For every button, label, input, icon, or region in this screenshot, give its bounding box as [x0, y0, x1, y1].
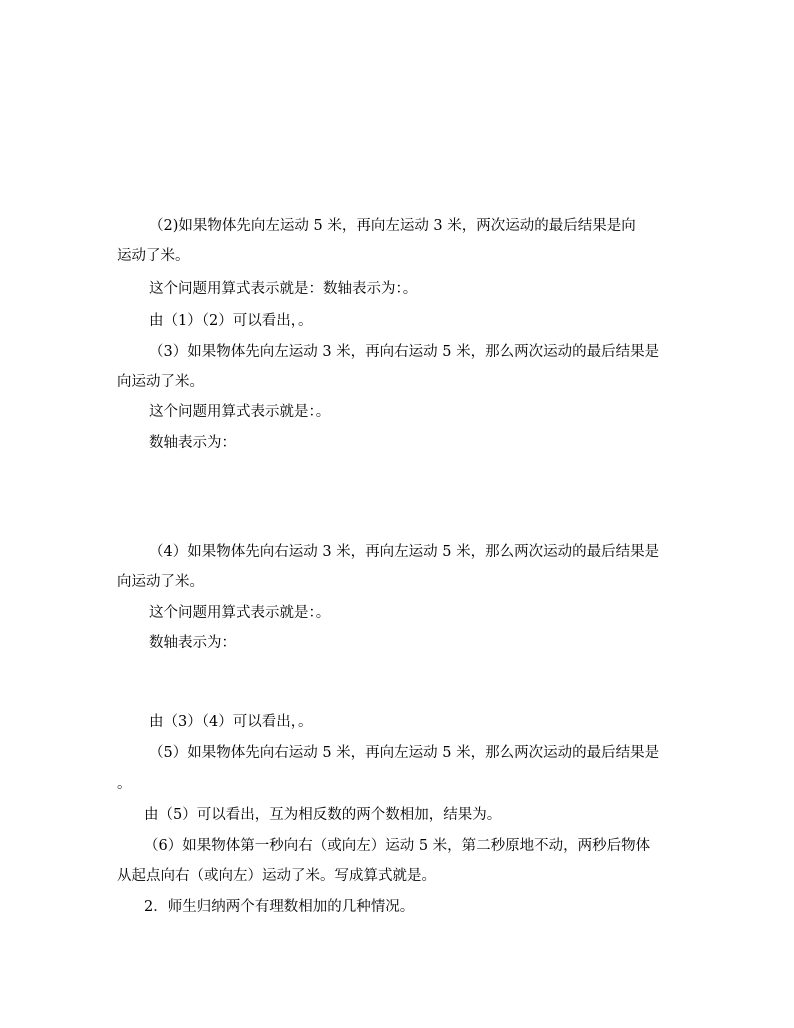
- q3-formula: 这个问题用算式表示就是：。: [149, 404, 331, 420]
- q4-formula: 这个问题用算式表示就是：。: [149, 605, 331, 621]
- q2-line1: （2)如果物体先向左运动 5 米，再向左运动 3 米，两次运动的最后结果是向: [149, 218, 636, 234]
- summary-heading: 2．师生归纳两个有理数相加的几种情况。: [144, 899, 415, 915]
- q4-line2: 向运动了米。: [117, 574, 204, 590]
- q6-line1: （6）如果物体第一秒向右（或向左）运动 5 米，第二秒原地不动，两秒后物体: [144, 838, 651, 854]
- q3-line1: （3）如果物体先向左运动 3 米，再向右运动 5 米，那么两次运动的最后结果是: [149, 344, 660, 360]
- q5-line2: 。: [117, 776, 132, 792]
- q4-line1: （4）如果物体先向右运动 3 米，再向左运动 5 米，那么两次运动的最后结果是: [149, 544, 660, 560]
- q5-line1: （5）如果物体先向右运动 5 米，再向左运动 5 米，那么两次运动的最后结果是: [149, 745, 660, 761]
- q2-line2: 运动了米。: [117, 248, 190, 264]
- conclusion-1-2: 由（1）（2）可以看出，。: [149, 313, 313, 329]
- q4-axis-label: 数轴表示为：: [149, 635, 236, 651]
- q3-line2: 向运动了米。: [117, 374, 204, 390]
- q2-line3: 这个问题用算式表示就是：数轴表示为：。: [149, 281, 418, 297]
- q3-axis-label: 数轴表示为：: [149, 435, 236, 451]
- conclusion-3-4: 由（3）（4）可以看出，。: [149, 714, 313, 730]
- conclusion-5: 由（5）可以看出，互为相反数的两个数相加，结果为。: [144, 807, 502, 823]
- q6-line2: 从起点向右（或向左）运动了米。写成算式就是。: [117, 868, 436, 884]
